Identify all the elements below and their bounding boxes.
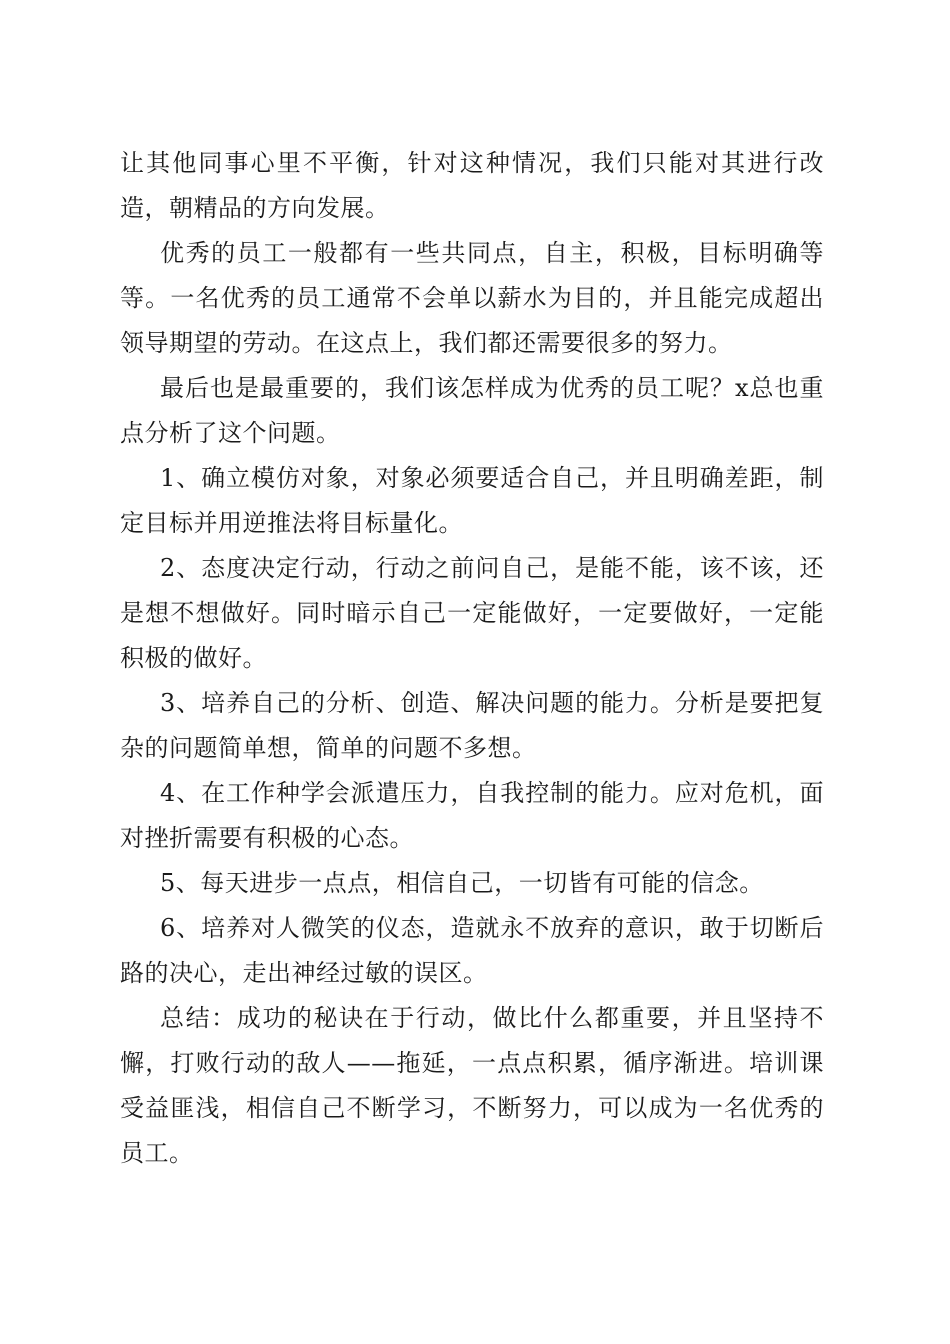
- paragraph-continuation: 让其他同事心里不平衡，针对这种情况，我们只能对其进行改造，朝精品的方向发展。: [120, 149, 824, 222]
- list-item-2: 2、态度决定行动，行动之前问自己，是能不能，该不该，还是想不想做好。同时暗示自己一定能做好，一定要做好，一定能积极的做好。: [120, 554, 824, 672]
- paragraph-summary: 总结：成功的秘诀在于行动，做比什么都重要，并且坚持不懈，打败行动的敌人——拖延，一点点积累，循序渐进。培训课受益匪浅，相信自己不断学习，不断努力，可以成为一名优秀的员工。: [120, 1004, 824, 1167]
- document-page: [120, 141, 824, 1176]
- list-item-5: 5、每天进步一点点，相信自己，一切皆有可能的信念。: [160, 869, 764, 897]
- list-item-4: 4、在工作种学会派遣压力，自我控制的能力。应对危机，面对挫折需要有积极的心态。: [120, 779, 824, 852]
- paragraph-excellent-employee-traits: 优秀的员工一般都有一些共同点，自主，积极，目标明确等等。一名优秀的员工通常不会单以薪水为目的，并且能完成超出领导期望的劳动。在这点上，我们都还需要很多的努力。: [120, 239, 824, 357]
- paragraph-how-to-become-excellent: 最后也是最重要的，我们该怎样成为优秀的员工呢？x总也重点分析了这个问题。: [120, 374, 824, 447]
- list-item-6: 6、培养对人微笑的仪态，造就永不放弃的意识，敢于切断后路的决心，走出神经过敏的误区。: [120, 914, 824, 987]
- list-item-3: 3、培养自己的分析、创造、解决问题的能力。分析是要把复杂的问题简单想，简单的问题不多想。: [120, 689, 824, 762]
- list-item-1: 1、确立模仿对象，对象必须要适合自己，并且明确差距，制定目标并用逆推法将目标量化。: [120, 464, 824, 537]
